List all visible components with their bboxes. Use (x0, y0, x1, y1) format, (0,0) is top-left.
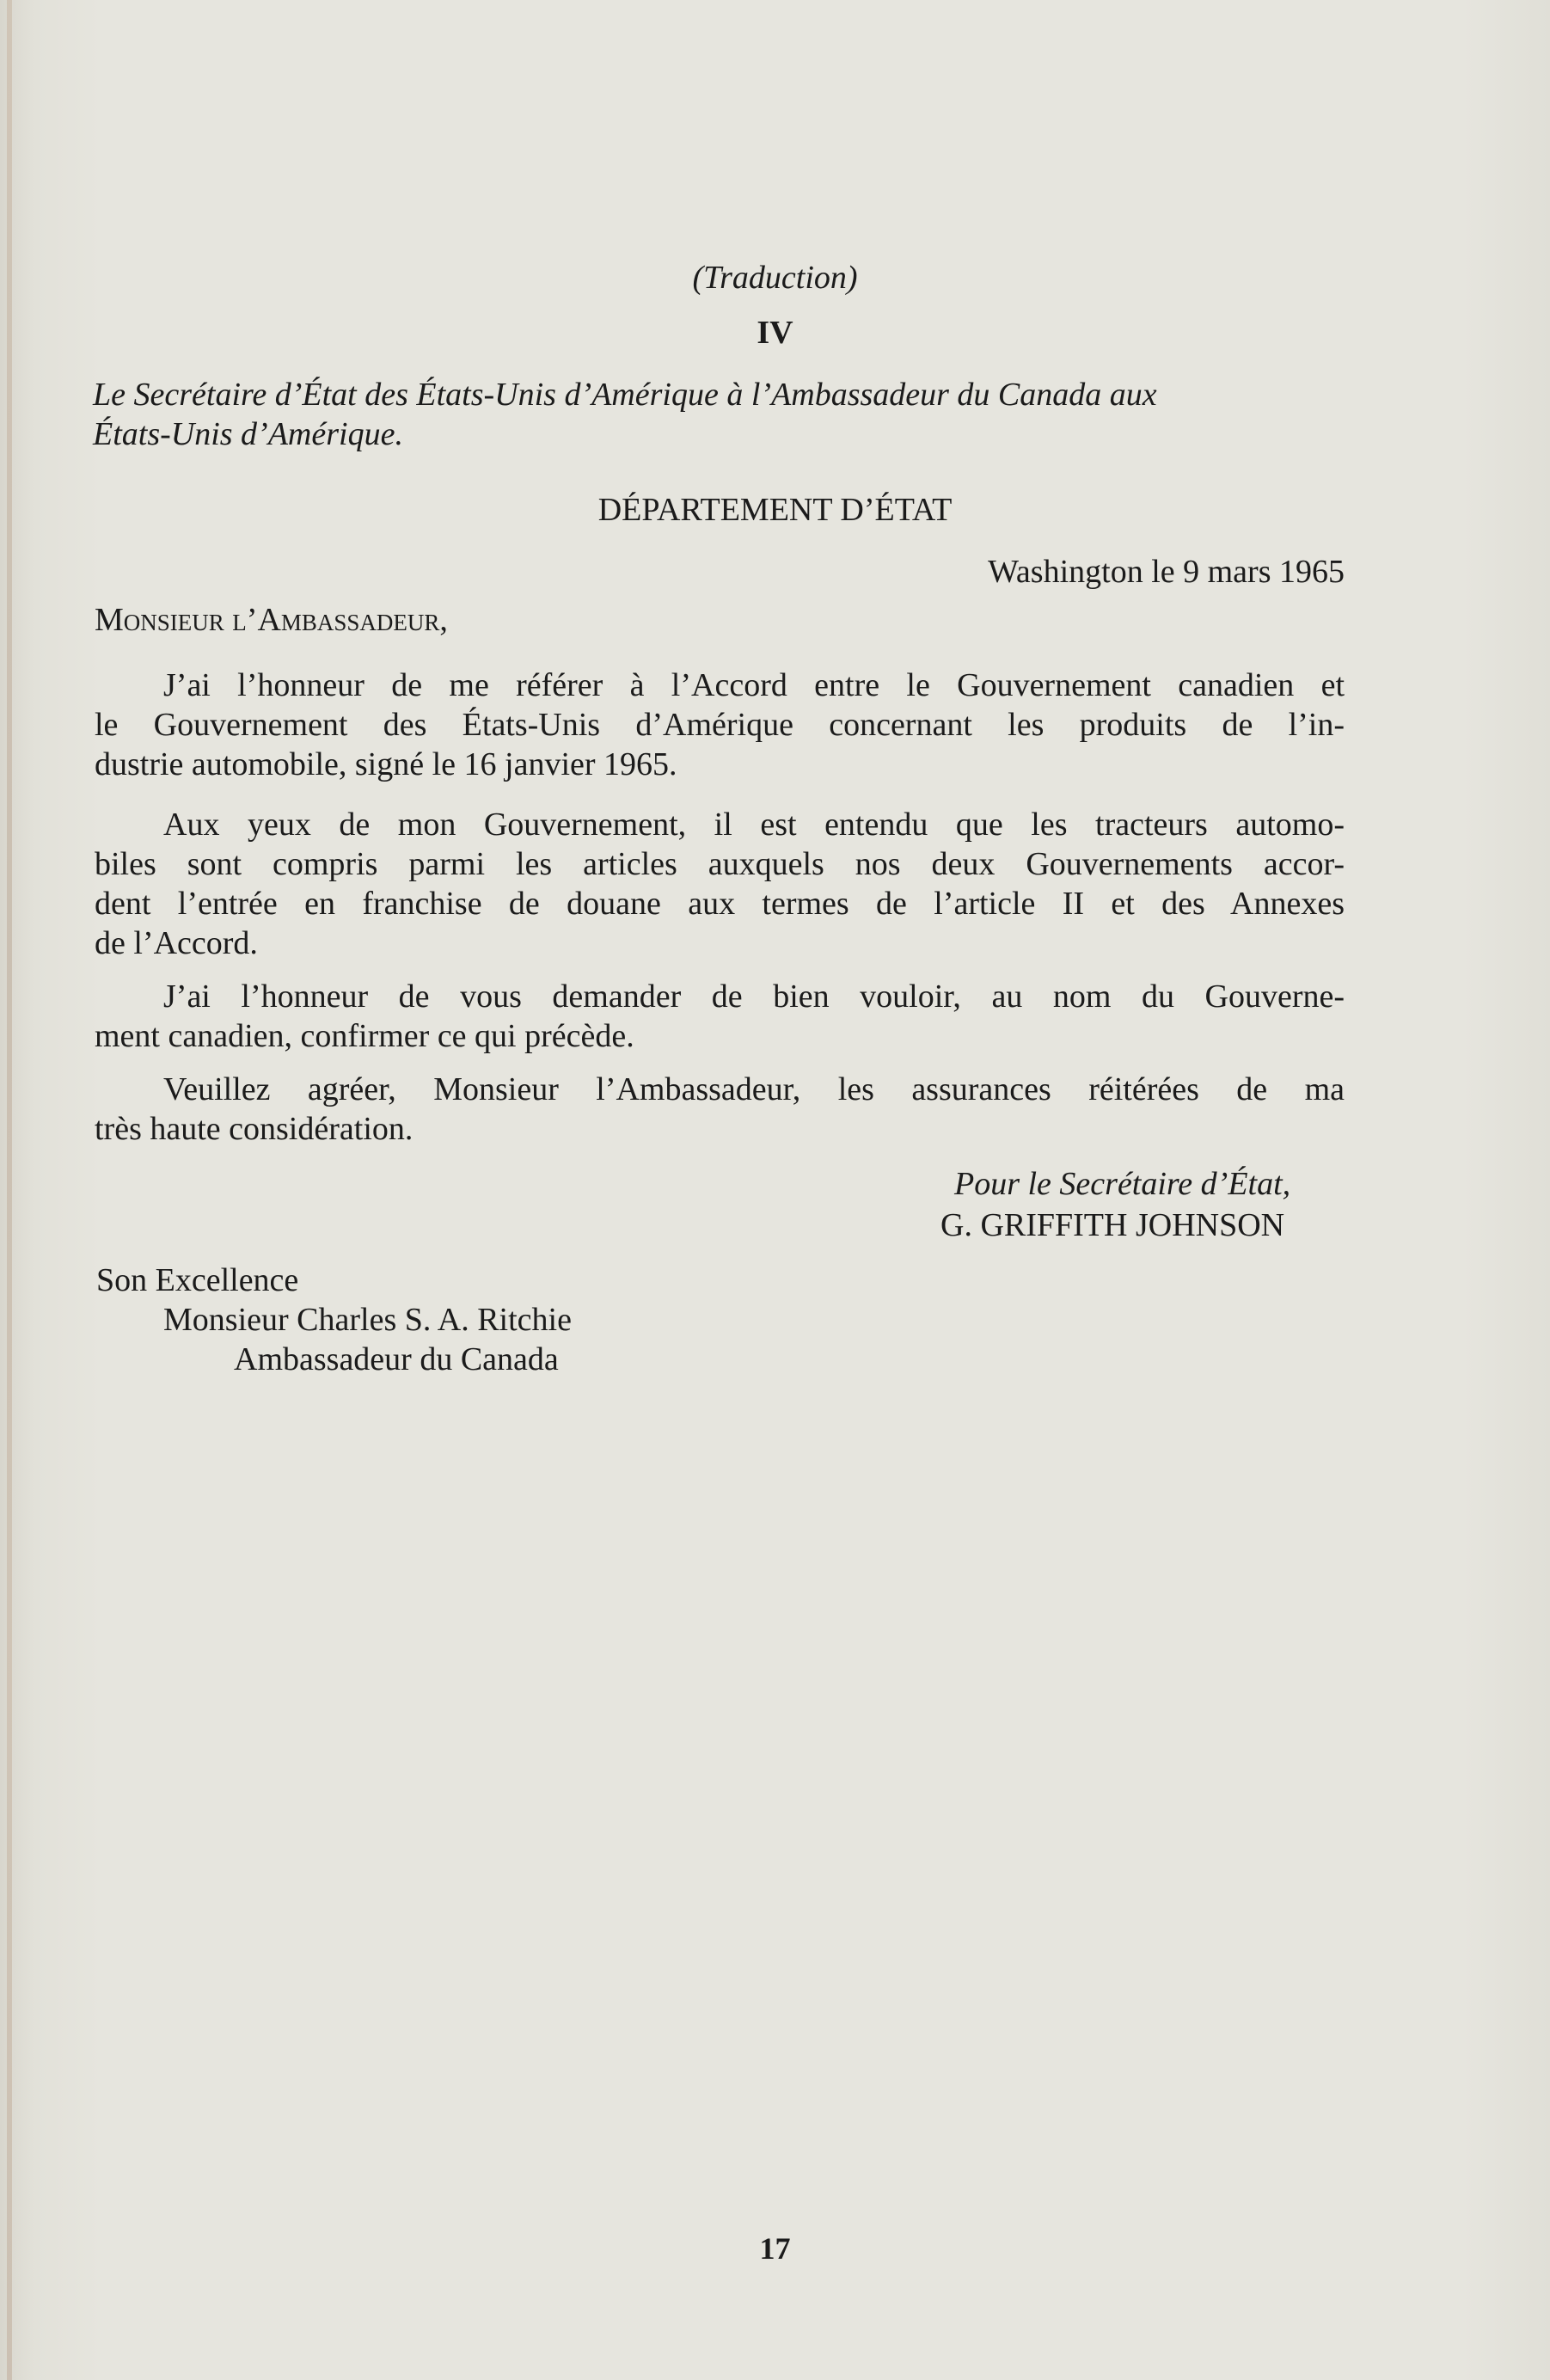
recipient-line-3: Ambassadeur du Canada (234, 1341, 559, 1377)
paragraph-4-line-2: très haute considération. (95, 1111, 414, 1147)
paragraph-1-line-2: le Gouvernement des États-Unis d’Amérique concernant les produits de l’in- (95, 707, 1345, 743)
page-number: 17 (759, 2231, 791, 2266)
recipient-line-1: Son Excellence (96, 1262, 299, 1298)
department-heading: DÉPARTEMENT D’ÉTAT (597, 492, 953, 528)
addressee-line-1: Le Secrétaire d’État des États-Unis d’Amérique à l’Ambassadeur du Canada aux (93, 377, 1157, 413)
paragraph-2-line-4: de l’Accord. (95, 925, 258, 961)
salutation: Monsieur l’Ambassadeur, (95, 602, 448, 638)
addressee-line-2: États-Unis d’Amérique. (93, 416, 403, 452)
signature-for-line: Pour le Secrétaire d’État, (954, 1166, 1291, 1202)
recipient-line-2: Monsieur Charles S. A. Ritchie (163, 1302, 572, 1338)
paragraph-3-line-1: J’ai l’honneur de vous demander de bien vouloir, au nom du Gouverne- (163, 978, 1345, 1015)
section-numeral: IV (757, 315, 793, 351)
paragraph-2-line-1: Aux yeux de mon Gouvernement, il est entendu que les tracteurs automo- (163, 807, 1345, 843)
paragraph-2-line-2: biles sont compris parmi les articles auxquels nos deux Gouvernements accor- (95, 846, 1345, 882)
page-binding-edge (7, 0, 12, 2380)
paragraph-4-line-1: Veuillez agréer, Monsieur l’Ambassadeur, les assurances réitérées de ma (163, 1071, 1345, 1107)
paragraph-1-line-1: J’ai l’honneur de me référer à l’Accord entre le Gouvernement canadien et (163, 667, 1345, 703)
signatory-name: G. GRIFFITH JOHNSON (940, 1207, 1285, 1243)
paragraph-1-line-3: dustrie automobile, signé le 16 janvier 1965. (95, 746, 677, 782)
dateline: Washington le 9 mars 1965 (988, 554, 1345, 590)
paragraph-2-line-3: dent l’entrée en franchise de douane aux termes de l’article II et des Annexes (95, 886, 1345, 922)
paragraph-3-line-2: ment canadien, confirmer ce qui précède. (95, 1018, 634, 1054)
translation-label: (Traduction) (692, 260, 858, 296)
